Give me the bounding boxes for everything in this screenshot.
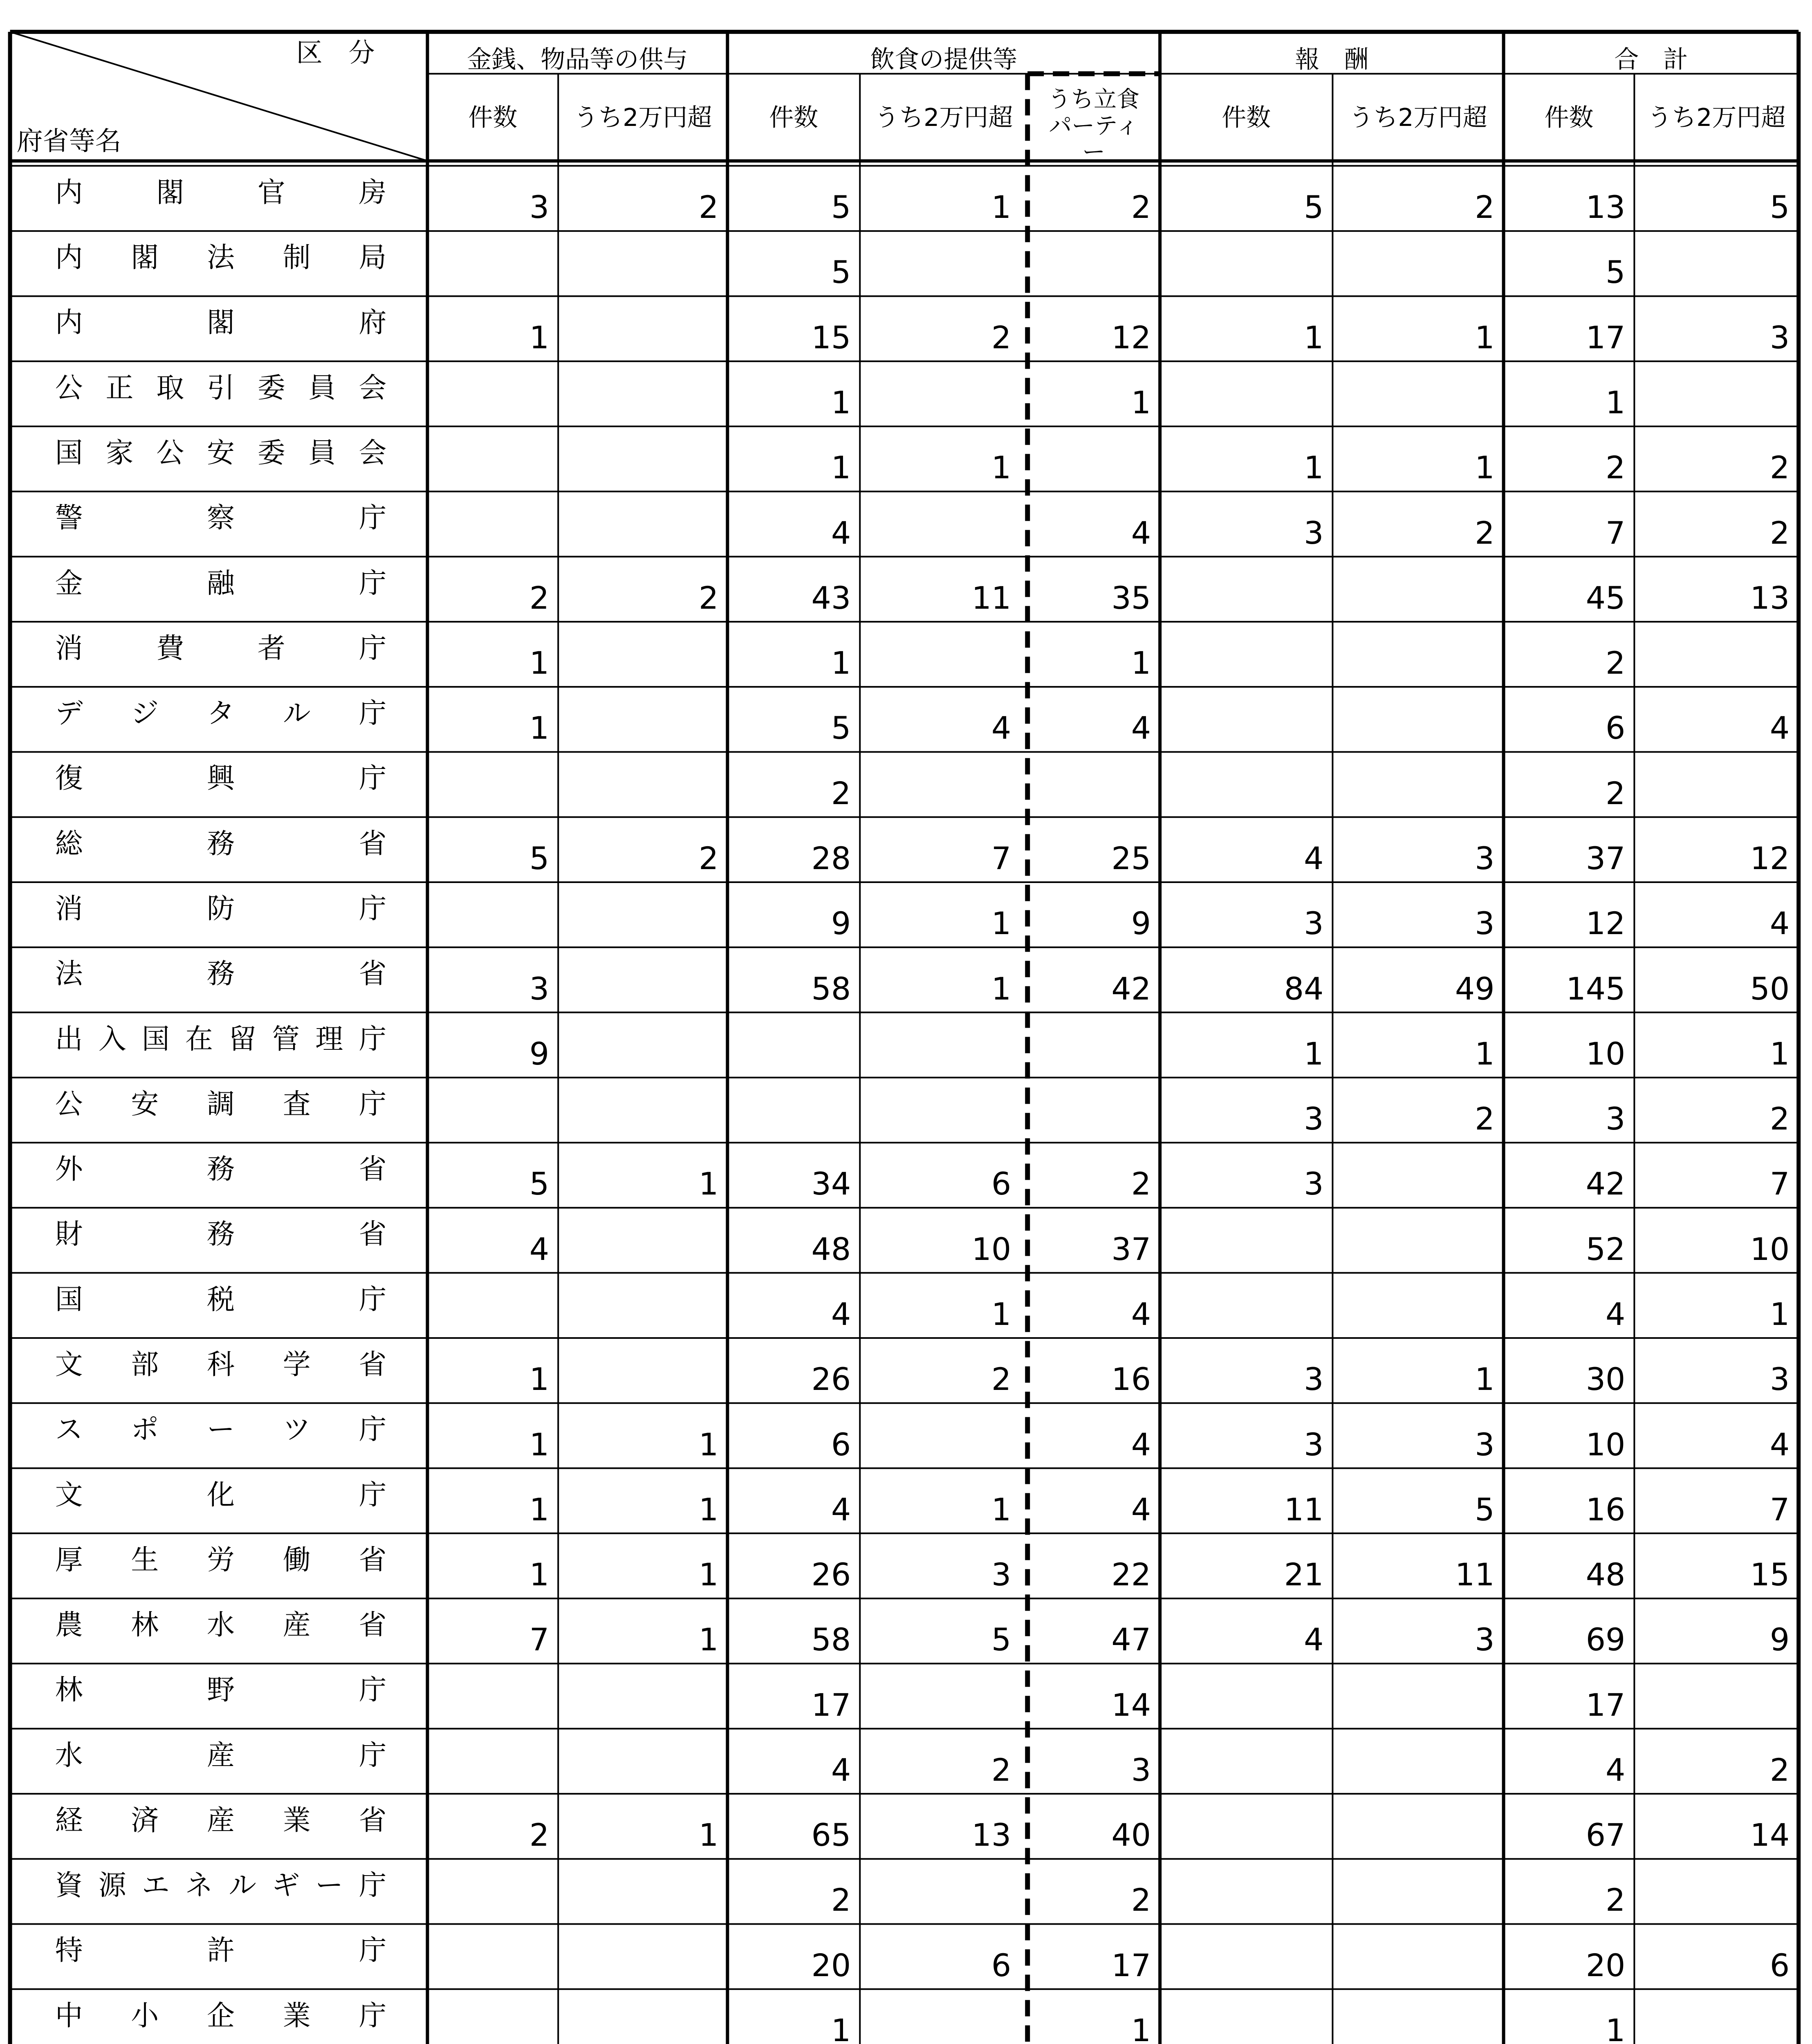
row-8-value-8: 4 xyxy=(1769,710,1790,746)
row-8-name: デ ジ タ ル 庁 xyxy=(55,697,387,730)
row-6-value-1: 2 xyxy=(699,579,719,616)
row-21-value-6: 11 xyxy=(1455,1556,1495,1593)
row-26-value-4: 2 xyxy=(1131,1882,1151,1918)
row-0-value-3: 1 xyxy=(991,189,1011,226)
row-4-value-3: 1 xyxy=(991,449,1011,486)
row-10-value-2: 28 xyxy=(811,840,851,876)
row-13-value-8: 1 xyxy=(1769,1035,1790,1072)
row-0-value-1: 2 xyxy=(699,189,719,226)
row-0-value-6: 2 xyxy=(1475,189,1495,226)
row-2-value-8: 3 xyxy=(1769,319,1790,356)
sub-header-7: 件数 xyxy=(1544,103,1594,132)
group-header-2: 報 酬 xyxy=(1295,45,1369,74)
row-10-value-0: 5 xyxy=(529,840,549,876)
row-0-value-5: 5 xyxy=(1304,189,1324,226)
row-17-name: 国 税 庁 xyxy=(55,1283,387,1316)
row-7-value-4: 1 xyxy=(1131,645,1151,681)
row-4-value-7: 2 xyxy=(1606,449,1626,486)
row-12-value-8: 50 xyxy=(1750,970,1790,1007)
row-24-value-4: 3 xyxy=(1131,1751,1151,1788)
row-1-value-2: 5 xyxy=(831,254,851,291)
row-18-value-4: 16 xyxy=(1111,1361,1151,1398)
row-15-value-5: 3 xyxy=(1304,1165,1324,1202)
row-10-value-1: 2 xyxy=(699,840,719,876)
row-2-value-4: 12 xyxy=(1111,319,1151,356)
row-20-value-2: 4 xyxy=(831,1491,851,1528)
row-0-value-4: 2 xyxy=(1131,189,1151,226)
row-19-name: ス ポ ー ツ 庁 xyxy=(55,1414,387,1446)
row-12-value-6: 49 xyxy=(1455,970,1495,1007)
row-27-value-7: 20 xyxy=(1586,1947,1626,1983)
row-15-value-2: 34 xyxy=(811,1165,851,1202)
row-10-value-4: 25 xyxy=(1111,840,1151,876)
row-10-value-8: 12 xyxy=(1750,840,1790,876)
sub-header-0: 件数 xyxy=(468,103,518,132)
row-8-value-0: 1 xyxy=(529,710,549,746)
row-3-name: 公 正 取 引 委 員 会 xyxy=(55,372,387,404)
row-23-value-7: 17 xyxy=(1586,1686,1626,1723)
row-6-value-0: 2 xyxy=(529,579,549,616)
row-8-value-2: 5 xyxy=(831,710,851,746)
row-21-name: 厚 生 労 働 省 xyxy=(55,1544,387,1576)
row-15-value-0: 5 xyxy=(529,1165,549,1202)
row-7-value-2: 1 xyxy=(831,645,851,681)
row-13-value-7: 10 xyxy=(1586,1035,1626,1072)
row-13-value-6: 1 xyxy=(1475,1035,1495,1072)
row-26-value-2: 2 xyxy=(831,1882,851,1918)
row-24-name: 水 産 庁 xyxy=(55,1739,387,1772)
row-2-value-2: 15 xyxy=(811,319,851,356)
row-25-value-4: 40 xyxy=(1111,1817,1151,1853)
row-19-value-2: 6 xyxy=(831,1426,851,1463)
row-11-name: 消 防 庁 xyxy=(55,892,387,925)
row-11-value-7: 12 xyxy=(1586,905,1626,942)
row-27-name: 特 許 庁 xyxy=(55,1934,387,1967)
row-10-value-5: 4 xyxy=(1304,840,1324,876)
row-21-value-1: 1 xyxy=(699,1556,719,1593)
row-20-value-7: 16 xyxy=(1586,1491,1626,1528)
group-header-0: 金銭、物品等の供与 xyxy=(467,45,688,74)
row-5-value-5: 3 xyxy=(1304,514,1324,551)
row-0-value-0: 3 xyxy=(529,189,549,226)
sub-header-1: うち2万円超 xyxy=(574,103,712,132)
row-17-value-4: 4 xyxy=(1131,1295,1151,1332)
row-22-value-2: 58 xyxy=(811,1621,851,1658)
row-12-value-4: 42 xyxy=(1111,970,1151,1007)
row-22-value-5: 4 xyxy=(1304,1621,1324,1658)
row-15-name: 外 務 省 xyxy=(55,1153,387,1186)
row-15-value-7: 42 xyxy=(1586,1165,1626,1202)
row-22-value-0: 7 xyxy=(529,1621,549,1658)
row-12-value-0: 3 xyxy=(529,970,549,1007)
row-2-value-7: 17 xyxy=(1586,319,1626,356)
row-5-value-8: 2 xyxy=(1769,514,1790,551)
row-0-value-8: 5 xyxy=(1769,189,1790,226)
row-20-value-0: 1 xyxy=(529,1491,549,1528)
row-27-value-2: 20 xyxy=(811,1947,851,1983)
row-8-value-3: 4 xyxy=(991,710,1011,746)
row-18-name: 文 部 科 学 省 xyxy=(55,1348,387,1381)
row-21-value-0: 1 xyxy=(529,1556,549,1593)
row-5-value-6: 2 xyxy=(1475,514,1495,551)
row-27-value-8: 6 xyxy=(1769,1947,1790,1983)
row-8-value-4: 4 xyxy=(1131,710,1151,746)
group-header-1: 飲食の提供等 xyxy=(870,45,1018,74)
row-18-value-7: 30 xyxy=(1586,1361,1626,1398)
row-26-name: 資 源 エ ネ ル ギ ー 庁 xyxy=(55,1869,387,1902)
row-7-name: 消 費 者 庁 xyxy=(55,632,387,665)
row-20-value-3: 1 xyxy=(991,1491,1011,1528)
row-13-value-5: 1 xyxy=(1304,1035,1324,1072)
row-11-value-6: 3 xyxy=(1475,905,1495,942)
row-18-value-8: 3 xyxy=(1769,1361,1790,1398)
row-21-value-8: 15 xyxy=(1750,1556,1790,1593)
row-22-value-7: 69 xyxy=(1586,1621,1626,1658)
row-25-value-0: 2 xyxy=(529,1817,549,1853)
row-22-value-6: 3 xyxy=(1475,1621,1495,1658)
row-14-name: 公 安 調 査 庁 xyxy=(55,1088,387,1121)
row-27-value-4: 17 xyxy=(1111,1947,1151,1983)
group-header-3: 合 計 xyxy=(1614,45,1688,74)
row-13-name: 出 入 国 在 留 管 理 庁 xyxy=(55,1023,387,1056)
row-4-value-2: 1 xyxy=(831,449,851,486)
sub-header-2: 件数 xyxy=(769,103,819,132)
row-16-value-3: 10 xyxy=(971,1230,1011,1267)
row-11-value-5: 3 xyxy=(1304,905,1324,942)
row-22-name: 農 林 水 産 省 xyxy=(55,1609,387,1642)
row-4-name: 国 家 公 安 委 員 会 xyxy=(55,437,387,470)
row-18-value-5: 3 xyxy=(1304,1361,1324,1398)
row-22-value-8: 9 xyxy=(1769,1621,1790,1658)
row-21-value-5: 21 xyxy=(1284,1556,1324,1593)
row-22-value-3: 5 xyxy=(991,1621,1011,1658)
row-14-value-6: 2 xyxy=(1475,1100,1495,1137)
row-3-value-2: 1 xyxy=(831,384,851,421)
row-17-value-2: 4 xyxy=(831,1295,851,1332)
row-24-value-3: 2 xyxy=(991,1751,1011,1788)
row-6-value-3: 11 xyxy=(971,579,1011,616)
row-24-value-8: 2 xyxy=(1769,1751,1790,1788)
row-6-name: 金 融 庁 xyxy=(55,567,387,600)
row-28-value-7: 1 xyxy=(1606,2012,1626,2044)
row-12-value-3: 1 xyxy=(991,970,1011,1007)
row-15-value-4: 2 xyxy=(1131,1165,1151,1202)
row-22-value-1: 1 xyxy=(699,1621,719,1658)
header-kubun: 区 分 xyxy=(296,38,375,68)
row-20-name: 文 化 庁 xyxy=(55,1479,387,1511)
row-9-value-2: 2 xyxy=(831,775,851,811)
row-5-value-2: 4 xyxy=(831,514,851,551)
row-6-value-7: 45 xyxy=(1586,579,1626,616)
row-12-value-5: 84 xyxy=(1284,970,1324,1007)
row-20-value-5: 11 xyxy=(1284,1491,1324,1528)
row-6-value-4: 35 xyxy=(1111,579,1151,616)
row-28-value-4: 1 xyxy=(1131,2012,1151,2044)
row-25-value-8: 14 xyxy=(1750,1817,1790,1853)
sub-header-8: うち2万円超 xyxy=(1647,103,1786,132)
row-18-value-2: 26 xyxy=(811,1361,851,1398)
row-19-value-5: 3 xyxy=(1304,1426,1324,1463)
row-6-value-2: 43 xyxy=(811,579,851,616)
row-25-value-7: 67 xyxy=(1586,1817,1626,1853)
row-14-value-7: 3 xyxy=(1606,1100,1626,1137)
row-8-value-7: 6 xyxy=(1606,710,1626,746)
row-10-value-3: 7 xyxy=(991,840,1011,876)
row-17-value-3: 1 xyxy=(991,1295,1011,1332)
row-3-value-7: 1 xyxy=(1606,384,1626,421)
row-15-value-8: 7 xyxy=(1769,1165,1790,1202)
row-4-value-6: 1 xyxy=(1475,449,1495,486)
row-7-value-0: 1 xyxy=(529,645,549,681)
sub-header-4: うち立食パーティー xyxy=(1048,86,1140,166)
row-22-value-4: 47 xyxy=(1111,1621,1151,1658)
row-24-value-7: 4 xyxy=(1606,1751,1626,1788)
row-25-value-2: 65 xyxy=(811,1817,851,1853)
row-9-value-7: 2 xyxy=(1606,775,1626,811)
row-27-value-3: 6 xyxy=(991,1947,1011,1983)
row-25-value-3: 13 xyxy=(971,1817,1011,1853)
row-12-name: 法 務 省 xyxy=(55,958,387,991)
row-11-value-3: 1 xyxy=(991,905,1011,942)
row-15-value-3: 6 xyxy=(991,1165,1011,1202)
row-16-value-2: 48 xyxy=(811,1230,851,1267)
row-16-value-7: 52 xyxy=(1586,1230,1626,1267)
row-13-value-0: 9 xyxy=(529,1035,549,1072)
row-25-name: 経 済 産 業 省 xyxy=(55,1804,387,1837)
row-12-value-7: 145 xyxy=(1566,970,1626,1007)
row-10-value-7: 37 xyxy=(1586,840,1626,876)
row-0-value-2: 5 xyxy=(831,189,851,226)
sub-header-5: 件数 xyxy=(1222,103,1271,132)
row-21-value-4: 22 xyxy=(1111,1556,1151,1593)
row-16-value-4: 37 xyxy=(1111,1230,1151,1267)
row-1-value-7: 5 xyxy=(1606,254,1626,291)
row-2-value-3: 2 xyxy=(991,319,1011,356)
row-6-value-8: 13 xyxy=(1750,579,1790,616)
row-23-name: 林 野 庁 xyxy=(55,1674,387,1707)
row-4-value-5: 1 xyxy=(1304,449,1324,486)
row-18-value-0: 1 xyxy=(529,1361,549,1398)
row-11-value-8: 4 xyxy=(1769,905,1790,942)
row-16-value-8: 10 xyxy=(1750,1230,1790,1267)
row-7-value-7: 2 xyxy=(1606,645,1626,681)
row-20-value-1: 1 xyxy=(699,1491,719,1528)
row-21-value-2: 26 xyxy=(811,1556,851,1593)
row-10-name: 総 務 省 xyxy=(55,827,387,860)
row-28-value-2: 1 xyxy=(831,2012,851,2044)
row-3-value-4: 1 xyxy=(1131,384,1151,421)
row-0-name: 内 閣 官 房 xyxy=(55,176,387,209)
row-5-name: 警 察 庁 xyxy=(55,502,387,535)
row-21-value-7: 48 xyxy=(1586,1556,1626,1593)
row-4-value-8: 2 xyxy=(1769,449,1790,486)
row-18-value-6: 1 xyxy=(1475,1361,1495,1398)
row-19-value-6: 3 xyxy=(1475,1426,1495,1463)
row-15-value-1: 1 xyxy=(699,1165,719,1202)
sub-header-6: うち2万円超 xyxy=(1349,103,1487,132)
row-28-name: 中 小 企 業 庁 xyxy=(55,1999,387,2032)
row-20-value-4: 4 xyxy=(1131,1491,1151,1528)
row-19-value-0: 1 xyxy=(529,1426,549,1463)
row-1-name: 内 閣 法 制 局 xyxy=(55,242,387,274)
row-18-value-3: 2 xyxy=(991,1361,1011,1398)
sub-header-3: うち2万円超 xyxy=(875,103,1013,132)
row-24-value-2: 4 xyxy=(831,1751,851,1788)
row-2-name: 内 閣 府 xyxy=(55,307,387,339)
row-26-value-7: 2 xyxy=(1606,1882,1626,1918)
row-9-name: 復 興 庁 xyxy=(55,762,387,795)
row-17-value-7: 4 xyxy=(1606,1295,1626,1332)
row-5-value-4: 4 xyxy=(1131,514,1151,551)
row-11-value-2: 9 xyxy=(831,905,851,942)
row-19-value-7: 10 xyxy=(1586,1426,1626,1463)
header-fusho: 府省等名 xyxy=(16,126,121,157)
row-16-value-0: 4 xyxy=(529,1230,549,1267)
row-12-value-2: 58 xyxy=(811,970,851,1007)
row-14-value-8: 2 xyxy=(1769,1100,1790,1137)
row-23-value-2: 17 xyxy=(811,1686,851,1723)
row-19-value-8: 4 xyxy=(1769,1426,1790,1463)
row-14-value-5: 3 xyxy=(1304,1100,1324,1137)
row-11-value-4: 9 xyxy=(1131,905,1151,942)
row-2-value-0: 1 xyxy=(529,319,549,356)
row-25-value-1: 1 xyxy=(699,1817,719,1853)
row-16-name: 財 務 省 xyxy=(55,1218,387,1251)
row-2-value-6: 1 xyxy=(1475,319,1495,356)
row-21-value-3: 3 xyxy=(991,1556,1011,1593)
row-2-value-5: 1 xyxy=(1304,319,1324,356)
row-20-value-8: 7 xyxy=(1769,1491,1790,1528)
row-0-value-7: 13 xyxy=(1586,189,1626,226)
row-10-value-6: 3 xyxy=(1475,840,1495,876)
row-23-value-4: 14 xyxy=(1111,1686,1151,1723)
row-19-value-1: 1 xyxy=(699,1426,719,1463)
row-5-value-7: 7 xyxy=(1606,514,1626,551)
row-17-value-8: 1 xyxy=(1769,1295,1790,1332)
row-19-value-4: 4 xyxy=(1131,1426,1151,1463)
row-20-value-6: 5 xyxy=(1475,1491,1495,1528)
